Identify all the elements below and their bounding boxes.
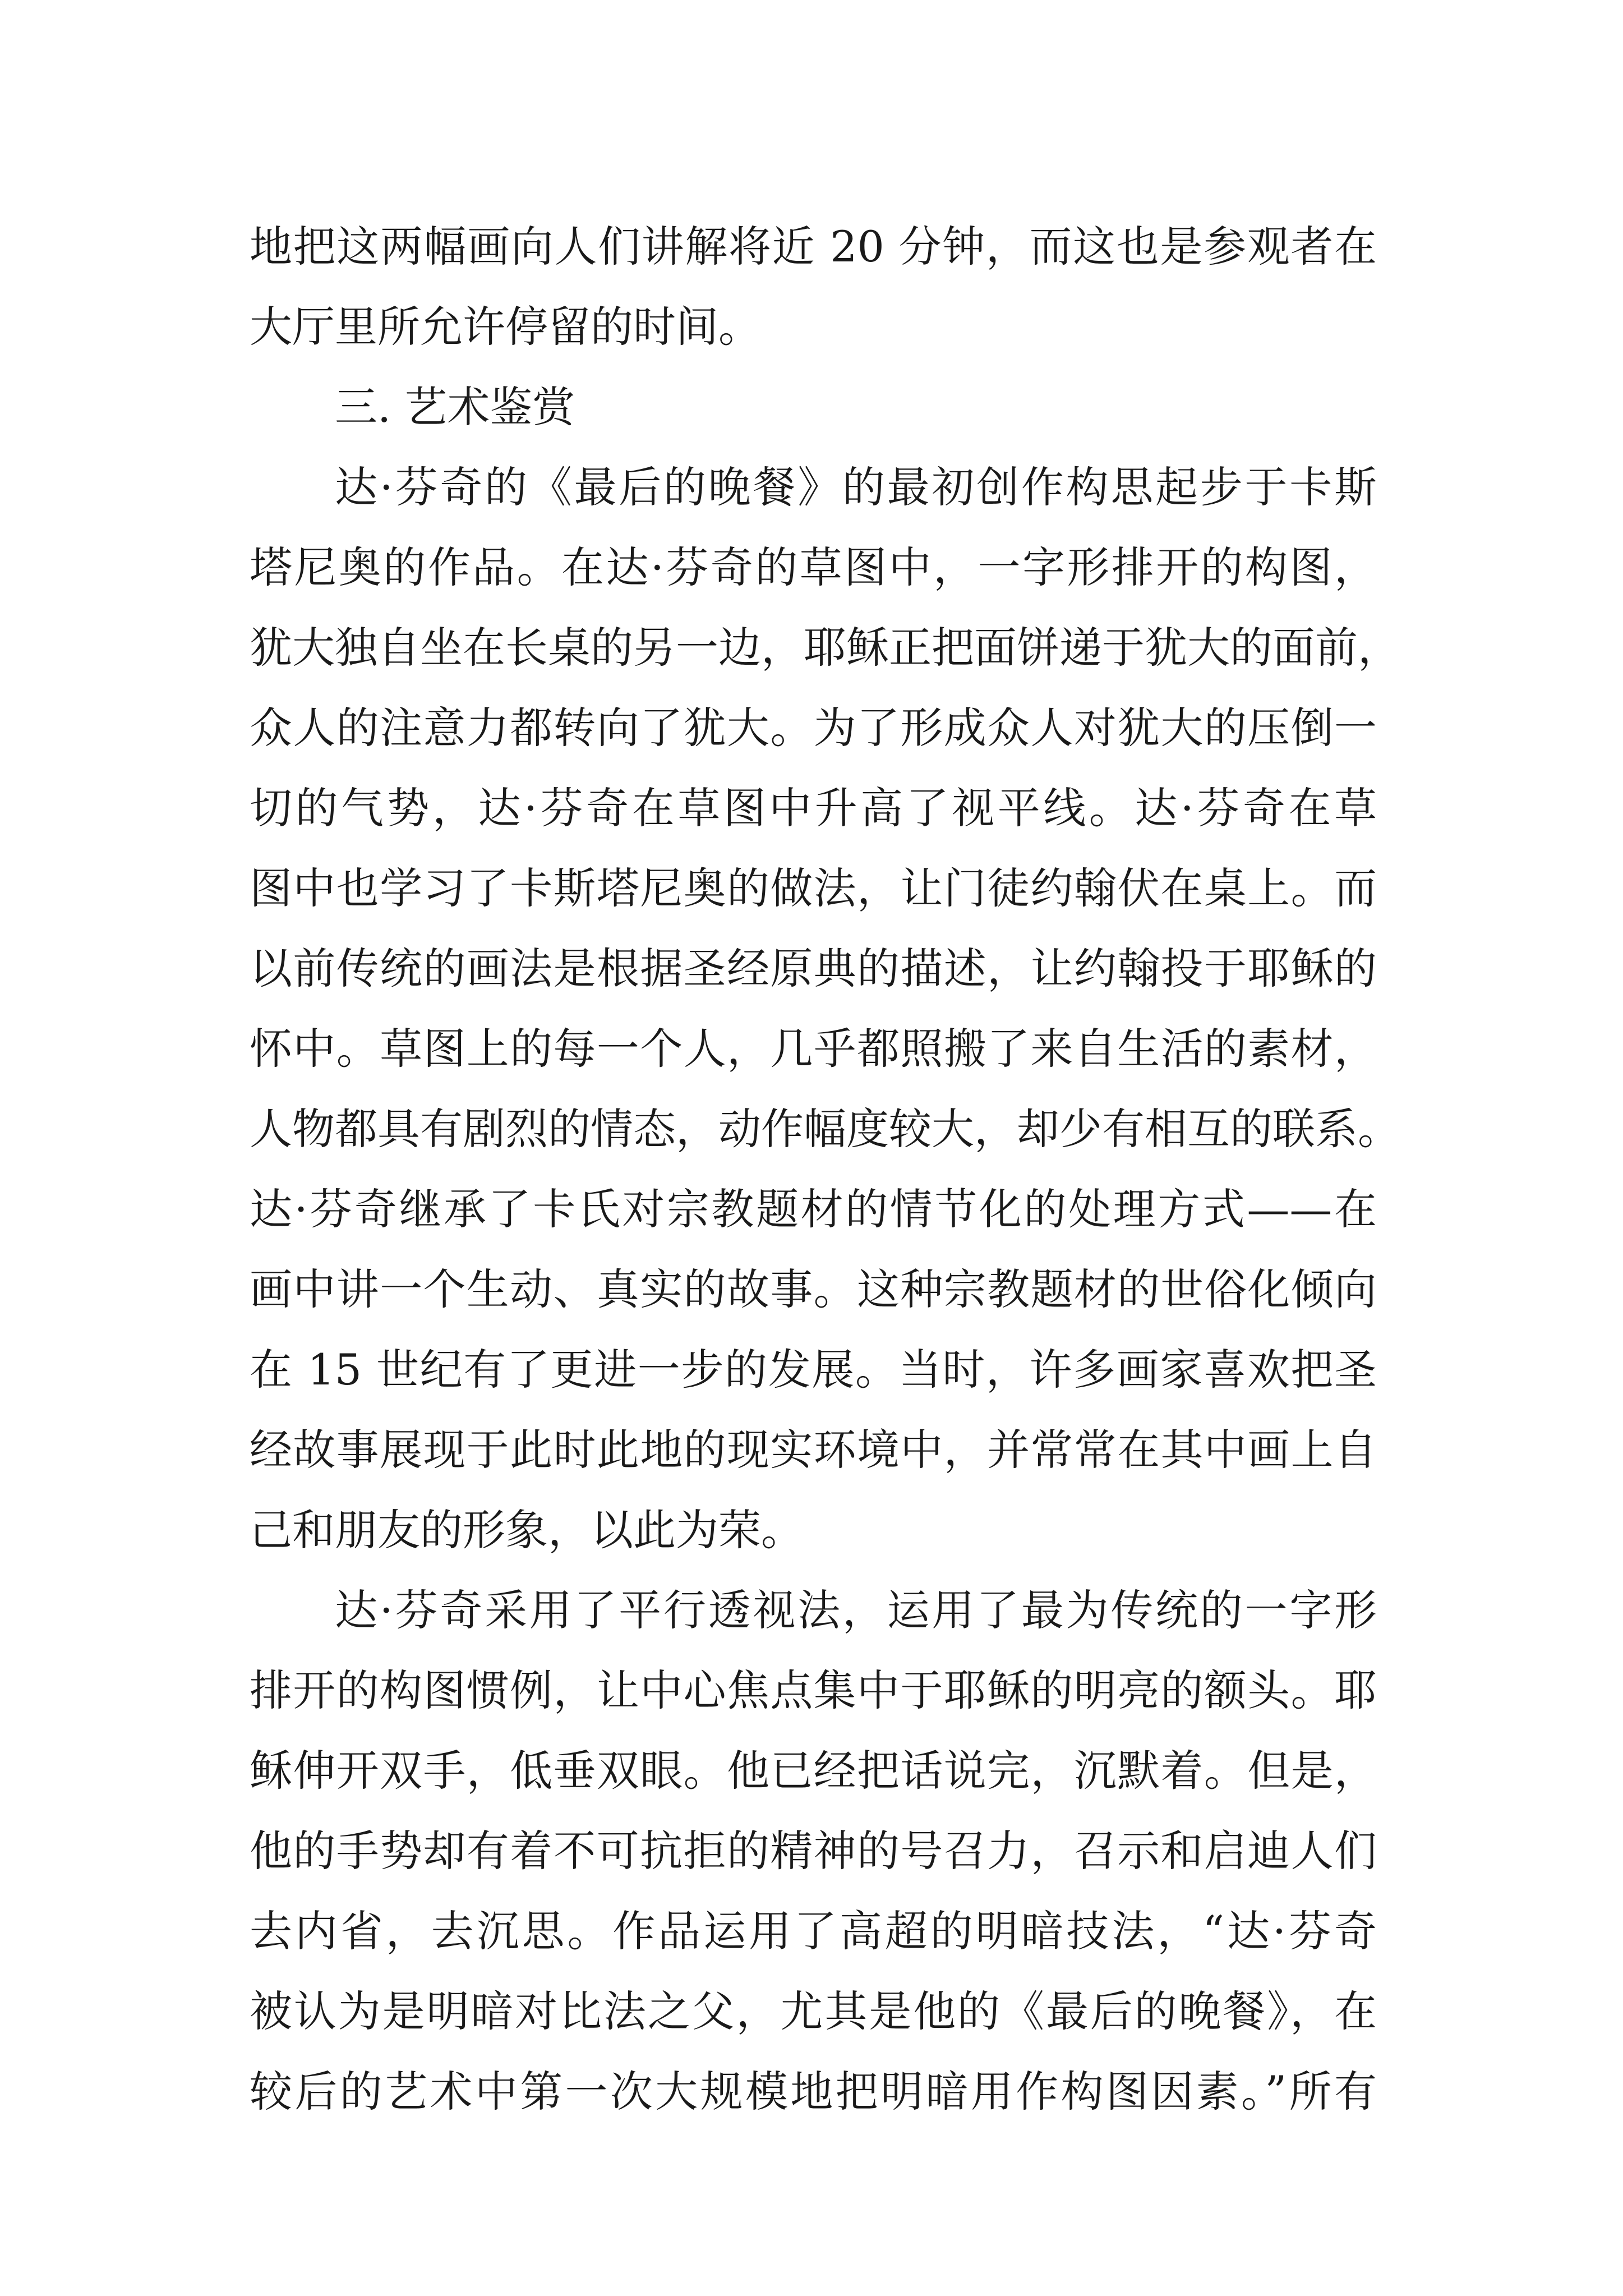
text-line: 己和朋友的形象，以此为荣。 [250,1505,804,1555]
text-line: 稣伸开双手，低垂双眼。他已经把话说完，沉默着。但是， [250,1746,1377,1796]
body-text [250,206,1400,2132]
text-line: 经故事展现于此时此地的现实环境中，并常常在其中画上自 [250,1425,1377,1475]
text-line: 在 15 世纪有了更进一步的发展。当时，许多画家喜欢把圣 [250,1345,1377,1395]
text-line: 塔尼奥的作品。在达·芬奇的草图中，一字形排开的构图， [250,542,1377,592]
text-line: 去内省，去沉思。作品运用了高超的明暗技法，“达·芬奇 [250,1906,1377,1956]
text-line: 怀中。草图上的每一个人，几乎都照搬了来自生活的素材， [250,1024,1377,1074]
text-line: 以前传统的画法是根据圣经原典的描述，让约翰投于耶稣的 [250,944,1377,993]
section-heading: 三. 艺术鉴赏 [335,382,575,432]
text-line: 切的气势，达·芬奇在草图中升高了视平线。达·芬奇在草 [250,783,1377,833]
text-line: 人物都具有剧烈的情态，动作幅度较大，却少有相互的联系。 [250,1104,1400,1154]
text-line: 达·芬奇继承了卡氏对宗教题材的情节化的处理方式——在 [250,1184,1377,1234]
text-line: 达·芬奇采用了平行透视法，运用了最为传统的一字形 [335,1585,1377,1635]
text-line: 图中也学习了卡斯塔尼奥的做法，让门徒约翰伏在桌上。而 [250,863,1377,913]
text-line: 较后的艺术中第一次大规模地把明暗用作构图因素。”所有 [250,2067,1377,2116]
text-line: 大厅里所允许停留的时间。 [250,302,761,352]
text-line: 被认为是明暗对比法之父，尤其是他的《最后的晚餐》，在 [250,1986,1377,2036]
text-line: 排开的构图惯例，让中心焦点集中于耶稣的明亮的额头。耶 [250,1665,1377,1715]
text-line: 犹大独自坐在长桌的另一边，耶稣正把面饼递于犹大的面前， [250,623,1400,673]
text-line: 画中讲一个生动、真实的故事。这种宗教题材的世俗化倾向 [250,1264,1377,1314]
text-line: 他的手势却有着不可抗拒的精神的号召力，召示和启迪人们 [250,1826,1377,1876]
text-line: 达·芬奇的《最后的晚餐》的最初创作构思起步于卡斯 [335,462,1377,512]
text-line: 众人的注意力都转向了犹大。为了形成众人对犹大的压倒一 [250,703,1377,753]
text-line: 地把这两幅画向人们讲解将近 20 分钟，而这也是参观者在 [250,222,1377,272]
